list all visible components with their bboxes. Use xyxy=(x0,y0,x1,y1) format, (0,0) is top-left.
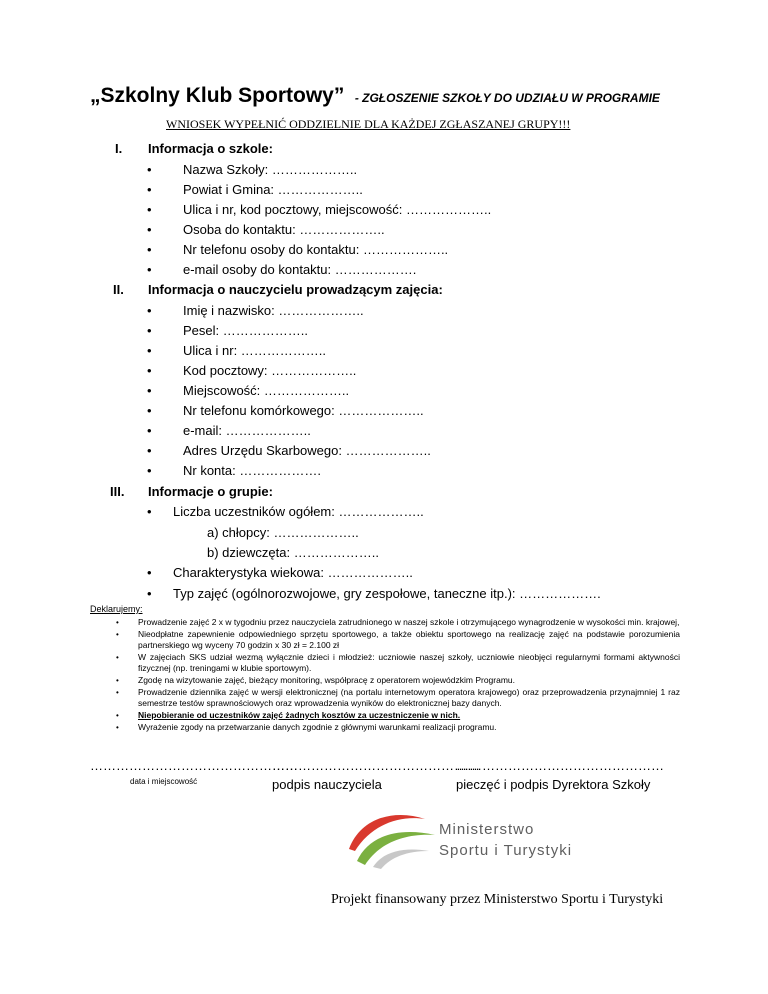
field-city: Miejscowość: ……………….. xyxy=(183,383,350,398)
field-mobile: Nr telefonu komórkowego: ……………….. xyxy=(183,403,424,418)
bullet-icon: • xyxy=(147,182,152,197)
bullet-icon: • xyxy=(116,676,119,685)
bullet-icon: • xyxy=(147,343,152,358)
declaration-item xyxy=(90,652,680,674)
signature-label: podpis nauczyciela xyxy=(272,777,382,792)
declaration-text: Nieodpłatne zapewnienie odpowiedniego sprzętu sportowego, a także obiektu sportowego na realizację zajęć na podstawie porozumienia partnerskiego wg wyceny 70 godzin x 30 zł = 2.100 zł xyxy=(138,629,680,650)
form-instruction: WNIOSEK WYPEŁNIĆ ODDZIELNIE DLA KAŻDEJ ZGŁASZANEJ GRUPY!!! xyxy=(166,117,571,131)
bullet-icon: • xyxy=(147,443,152,458)
bullet-icon: • xyxy=(147,423,152,438)
signature-director xyxy=(456,758,664,792)
field-county: Powiat i Gmina: ……………….. xyxy=(183,182,363,197)
field-tax-office: Adres Urzędu Skarbowego: ……………….. xyxy=(183,443,431,458)
ministry-logo xyxy=(343,805,575,875)
bullet-icon: • xyxy=(147,303,152,318)
footer-note: Projekt finansowany przez Ministerstwo Sportu i Turystyki xyxy=(331,892,664,907)
section-heading: Informacja o szkole: xyxy=(148,141,273,156)
bullet-icon: • xyxy=(116,630,119,639)
field-boys: a) chłopcy: ……………….. xyxy=(207,525,359,540)
signature-line: ………………………………………… xyxy=(272,758,480,773)
bullet-icon: • xyxy=(147,262,152,277)
field-contact-person: Osoba do kontaktu: ……………….. xyxy=(183,222,385,237)
ministry-swoosh-icon xyxy=(343,805,443,875)
declaration-item xyxy=(90,710,680,721)
bullet-icon: • xyxy=(147,242,152,257)
field-account: Nr konta: ………………. xyxy=(183,463,321,478)
signature-label: data i miejscowość xyxy=(130,777,198,786)
declaration-item xyxy=(90,629,680,651)
section-heading: Informacje o grupie: xyxy=(148,484,273,499)
signature-line: ………………………………………… xyxy=(90,758,298,773)
signature-date-place xyxy=(90,758,298,786)
logo-line-2: Sportu i Turystyki xyxy=(439,842,573,859)
field-contact-email: e-mail osoby do kontaktu: ………………. xyxy=(183,262,417,277)
field-school-address: Ulica i nr, kod pocztowy, miejscowość: ……………….. xyxy=(183,202,492,217)
declaration-item xyxy=(90,617,680,628)
declaration-text: Niepobieranie od uczestników zajęć żadnych kosztów za uczestniczenie w nich. xyxy=(138,710,461,720)
field-teacher-email: e-mail: ……………….. xyxy=(183,423,311,438)
bullet-icon: • xyxy=(147,463,152,478)
declaration-text: Prowadzenie zajęć 2 x w tygodniu przez nauczyciela zatrudnionego w naszej szkole i otrzymującego wynagrodzenie w wysokości min. krajowej, xyxy=(138,617,680,627)
bullet-icon: • xyxy=(147,222,152,237)
field-girls: b) dziewczęta: ……………….. xyxy=(207,545,379,560)
bullet-icon: • xyxy=(147,383,152,398)
form-title xyxy=(90,84,660,108)
program-name: „Szkolny Klub Sportowy” xyxy=(90,84,345,107)
declarations-list xyxy=(90,617,680,734)
bullet-icon: • xyxy=(147,504,152,519)
declaration-text: Wyrażenie zgody na przetwarzanie danych zgodnie z głównymi warunkami realizacji programu. xyxy=(138,722,497,732)
form-subtitle: - ZGŁOSZENIE SZKOŁY DO UDZIAŁU W PROGRAMIE xyxy=(354,91,660,105)
field-age: Charakterystyka wiekowa: ……………….. xyxy=(173,565,413,580)
bullet-icon: • xyxy=(116,688,119,697)
declaration-item xyxy=(90,722,680,733)
field-school-name: Nazwa Szkoły: ……………….. xyxy=(183,162,358,177)
field-contact-phone: Nr telefonu osoby do kontaktu: ……………….. xyxy=(183,242,449,257)
signature-teacher xyxy=(272,758,480,792)
field-street: Ulica i nr: ……………….. xyxy=(183,343,327,358)
section-heading: Informacja o nauczycielu prowadzącym zajęcia: xyxy=(148,282,443,297)
signature-line: ………………………………………… xyxy=(456,758,664,773)
bullet-icon: • xyxy=(116,723,119,732)
declarations-title: Deklarujemy: xyxy=(90,604,143,614)
signature-label: pieczęć i podpis Dyrektora Szkoły xyxy=(456,777,651,792)
field-participants: Liczba uczestników ogółem: ……………….. xyxy=(173,504,424,519)
field-pesel: Pesel: ……………….. xyxy=(183,323,308,338)
field-class-type: Typ zajęć (ogólnorozwojowe, gry zespołowe, taneczne itp.): ………………. xyxy=(173,586,601,601)
bullet-icon: • xyxy=(147,323,152,338)
bullet-icon: • xyxy=(147,363,152,378)
bullet-icon: • xyxy=(147,403,152,418)
bullet-icon: • xyxy=(147,565,152,580)
declaration-item xyxy=(90,687,680,709)
logo-line-1: Ministerstwo xyxy=(439,821,535,838)
bullet-icon: • xyxy=(116,618,119,627)
section-number: I. xyxy=(115,141,123,156)
bullet-icon: • xyxy=(147,162,152,177)
bullet-icon: • xyxy=(116,711,119,720)
declaration-text: Prowadzenie dziennika zajęć w wersji elektronicznej (na portalu internetowym operatora krajowego) oraz przeprowadzenia przynajmniej 1 raz semestrze testów sprawnościowych oraz wprowadzenia wyników do elektronicznej bazy danych. xyxy=(138,687,680,708)
declaration-text: W zajęciach SKS udział wezmą wyłącznie dzieci i młodzież: uczniowie naszej szkoły, uczniowie nieobjęci regularnymi formami aktywności fizycznej (np. treningami w klubie sportowym). xyxy=(138,652,680,673)
bullet-icon: • xyxy=(116,653,119,662)
declaration-text: Zgodę na wizytowanie zajęć, bieżący monitoring, współpracę z operatorem wojewódzkim Programu. xyxy=(138,675,516,685)
bullet-icon: • xyxy=(147,586,152,601)
field-teacher-name: Imię i nazwisko: ……………….. xyxy=(183,303,364,318)
declaration-item xyxy=(90,675,680,686)
field-postal-code: Kod pocztowy: ……………….. xyxy=(183,363,357,378)
section-number: II. xyxy=(113,282,124,297)
bullet-icon: • xyxy=(147,202,152,217)
section-number: III. xyxy=(110,484,125,499)
